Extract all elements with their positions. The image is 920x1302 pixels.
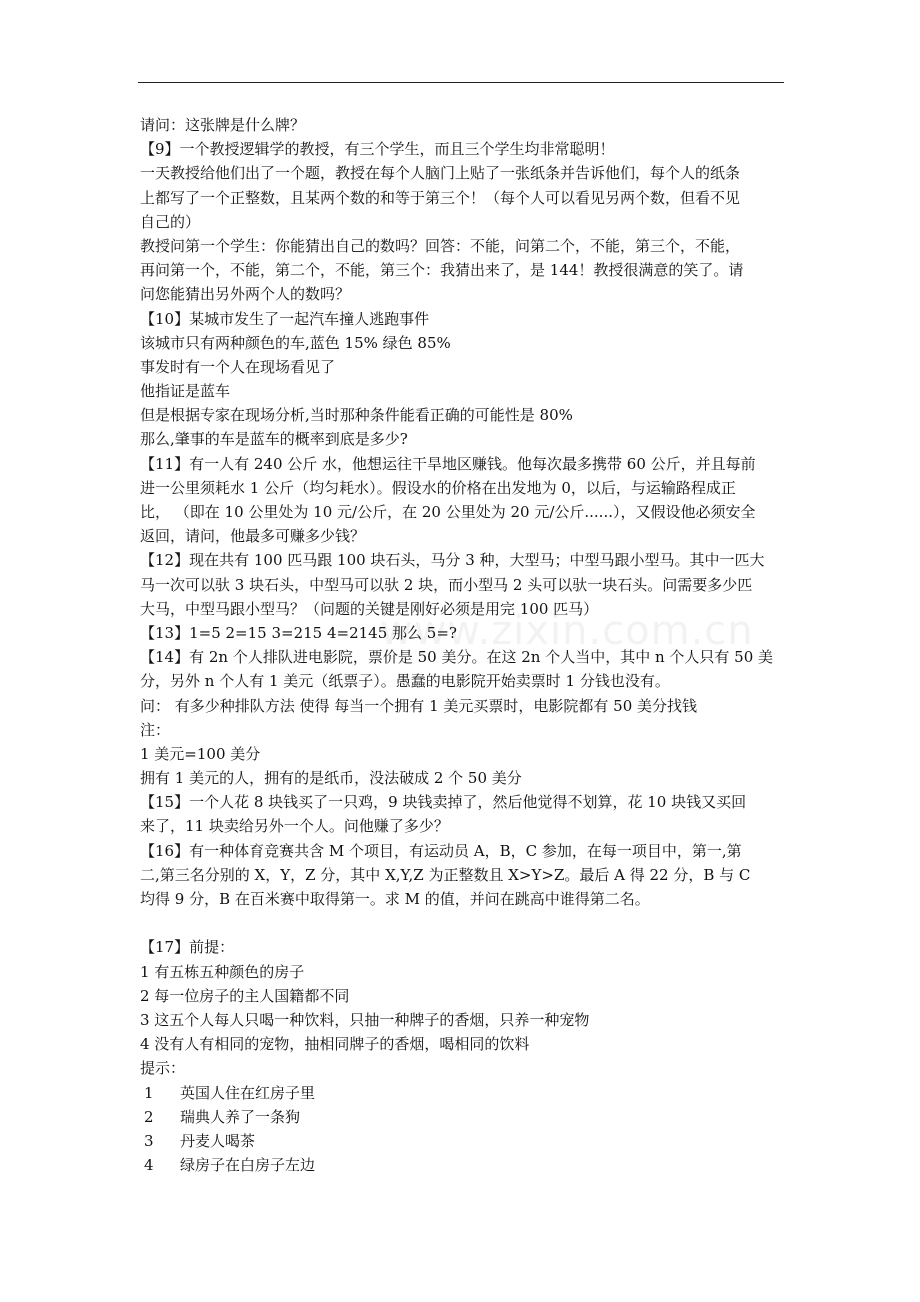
q17-premises [140, 960, 784, 1057]
header-rule [138, 82, 784, 83]
text-line: 自己的） [140, 212, 201, 231]
text-line: 上都写了一个正整数，且某两个数的和等于第三个！（每个人可以看见另两个数，但看不见 [140, 188, 741, 207]
hint-number: 1 [144, 1083, 154, 1102]
text-line: 返回，请问，他最多可赚多少钱？ [140, 527, 366, 546]
hint-text: 瑞典人养了一条狗 [180, 1107, 301, 1126]
q17-hints [140, 1081, 784, 1178]
text-line: 1 美元=100 美分 [140, 744, 261, 763]
premise-line: 2 每一位房子的主人国籍都不同 [140, 986, 350, 1005]
premise-line: 1 有五栋五种颜色的房子 [140, 962, 305, 981]
text-line: 【13】1=5 2=15 3=215 4=2145 那么 5=? [140, 623, 457, 642]
text-line: 拥有 1 美元的人，拥有的是纸币，没法破成 2 个 50 美分 [140, 769, 522, 788]
text-line: 【12】现在共有 100 匹马跟 100 块石头，马分 3 种，大型马；中型马跟小型马。其中一匹大 [140, 551, 765, 570]
text-line: 注： [140, 720, 171, 739]
hint-number: 3 [144, 1131, 154, 1150]
text-line: 均得 9 分，B 在百米赛中取得第一。求 M 的值，并问在跳高中谁得第二名。 [140, 890, 650, 908]
hint-text: 英国人住在红房子里 [180, 1083, 316, 1102]
text-line: 进一公里须耗水 1 公斤（均匀耗水）。假设水的价格在出发地为 0，以后，与运输路程成正 [140, 478, 736, 497]
text-line: 马一次可以驮 3 块石头，中型马可以驮 2 块，而小型马 2 头可以驮一块石头。问需要多少匹 [140, 575, 753, 594]
text-line: 再问第一个，不能，第二个，不能，第三个：我猜出来了，是 144！教授很满意的笑了。请 [140, 261, 744, 280]
text-line: 那么,肇事的车是蓝车的概率到底是多少? [140, 430, 408, 449]
text-line: 【16】有一种体育竞赛共含 M 个项目，有运动员 A，B，C 参加，在每一项目中，第一,第 [140, 841, 742, 860]
hint-number: 4 [144, 1156, 154, 1175]
text-line: 请问：这张牌是什么牌？ [140, 116, 306, 134]
text-line: 一天教授给他们出了一个题，教授在每个人脑门上贴了一张纸条并告诉他们，每个人的纸条 [140, 164, 741, 183]
text-line: 事发时有一个人在现场看见了 [140, 357, 336, 376]
text-line: 问： 有多少种排队方法 使得 每当一个拥有 1 美元买票时，电影院都有 50 美分找钱 [140, 696, 698, 715]
text-line: 问您能猜出另外两个人的数吗？ [140, 285, 351, 304]
text-line: 【15】一个人花 8 块钱买了一只鸡，9 块钱卖掉了，然后他觉得不划算，花 10 块钱又买回 [140, 793, 747, 812]
hint-item [140, 1129, 784, 1153]
hint-text: 绿房子在白房子左边 [180, 1156, 316, 1175]
text-line: 【9】一个教授逻辑学的教授，有三个学生，而且三个学生均非常聪明！ [140, 140, 615, 159]
hint-number: 2 [144, 1107, 154, 1126]
text-line: 教授问第一个学生：你能猜出自己的数吗？回答：不能，问第二个，不能，第三个，不能， [140, 236, 741, 255]
q17-title: 【17】前提： [140, 938, 235, 957]
premise-line: 3 这五个人每人只喝一种饮料，只抽一种牌子的香烟，只养一种宠物 [140, 1010, 590, 1029]
hint-text: 丹麦人喝茶 [180, 1131, 256, 1150]
text-line: 二,第三名分别的 X，Y，Z 分，其中 X,Y,Z 为正整数且 X>Y>Z。最后 A 得 22 分，B 与 C [140, 865, 751, 884]
document-body [140, 113, 784, 1177]
text-line: 他指证是蓝车 [140, 382, 231, 401]
text-line: 比， （即在 10 公里处为 10 元/公斤，在 20 公里处为 20 元/公斤......），又假设他必须安全 [140, 503, 756, 521]
text-line: 大马，中型马跟小型马？（问题的关键是刚好必须是用完 100 匹马） [140, 599, 599, 618]
text-line: 来了，11 块卖给另外一个人。问他赚了多少？ [140, 817, 449, 836]
hint-item [140, 1105, 784, 1129]
premise-line: 4 没有人有相同的宠物，抽相同牌子的香烟，喝相同的饮料 [140, 1035, 530, 1054]
watermark: www.zixin.com.cn [380, 608, 754, 654]
text-line: 【10】某城市发生了一起汽车撞人逃跑事件 [140, 309, 430, 328]
text-line: 该城市只有两种颜色的车,蓝色 15% 绿色 85% [140, 333, 451, 352]
text-line: 分，另外 n 个人有 1 美元（纸票子）。愚蠢的电影院开始卖票时 1 分钱也没有。 [140, 672, 670, 691]
text-line: 【11】有一人有 240 公斤 水，他想运往干旱地区赚钱。他每次最多携带 60 公斤，并且每前 [140, 454, 756, 473]
text-line: 【14】有 2n 个人排队进电影院，票价是 50 美分。在这 2n 个人当中，其中 n 个人只有 50 美 [140, 648, 774, 667]
paragraph-gap [140, 911, 784, 935]
hint-item [140, 1153, 784, 1177]
text-line: 但是根据专家在现场分析,当时那种条件能看正确的可能性是 80% [140, 406, 573, 425]
q17-hint-label: 提示： [140, 1059, 186, 1078]
hint-item [140, 1081, 784, 1105]
questions-block [140, 113, 784, 911]
